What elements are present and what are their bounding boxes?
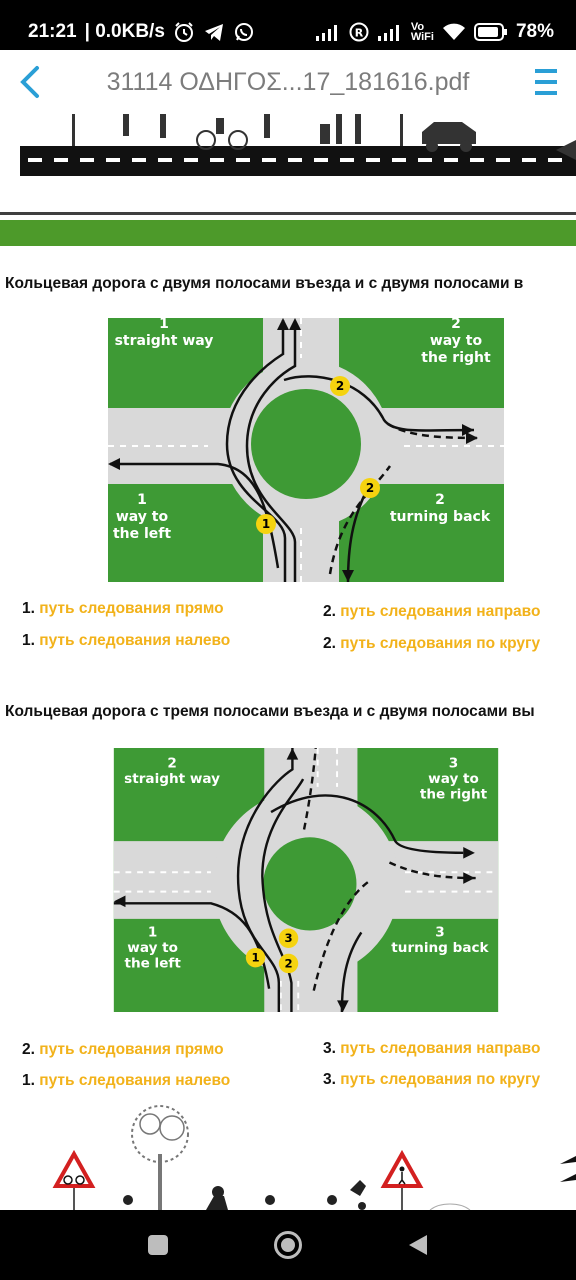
badge: 3 (284, 931, 293, 946)
registered-icon (349, 22, 369, 42)
section-heading: Кольцевая дорога с двумя полосами въезда и с двумя полосами в (5, 275, 524, 292)
roundabout-diagram-three-lanes (108, 748, 504, 1012)
corner-label: 1 (147, 924, 158, 941)
wifi-icon (442, 22, 466, 42)
corner-label: way to (127, 939, 178, 956)
system-navigation-bar (0, 1210, 576, 1280)
alarm-icon (173, 21, 195, 43)
corner-label: 3 (435, 924, 445, 941)
badge: 2 (284, 956, 293, 971)
corner-label: the right (421, 350, 491, 366)
corner-label: way to (429, 333, 483, 349)
legend-item: 3. путь следования по кругу (323, 1071, 541, 1088)
corner-label: 2 (167, 755, 177, 772)
home-button[interactable] (223, 1210, 353, 1280)
telegram-icon (203, 21, 225, 43)
legend-item: 3. путь следования направо (323, 1040, 541, 1057)
corner-label: straight way (124, 770, 220, 787)
svg-text:R: R (354, 26, 364, 40)
corner-label: 1 (137, 492, 147, 508)
corner-label: the left (112, 526, 172, 542)
menu-button[interactable] (516, 50, 576, 114)
corner-label: straight way (114, 333, 214, 349)
road-illustration (20, 114, 576, 180)
legend-item: 1. путь следования налево (22, 632, 231, 649)
battery-icon (474, 23, 508, 41)
legend-item: 2. путь следования прямо (22, 1041, 224, 1058)
corner-label: turning back (389, 509, 491, 525)
corner-label: way to (115, 509, 169, 525)
whatsapp-icon (233, 21, 255, 43)
corner-label: 2 (451, 318, 461, 332)
badge: 2 (365, 481, 375, 495)
street-illustration (0, 1094, 576, 1210)
section-heading: Кольцевая дорога с тремя полосами въезда и с двумя полосами вы (5, 703, 535, 720)
document-title: 31114 ΟΔΗΓΟΣ...17_181616.pdf (106, 67, 470, 96)
signal-icon (315, 23, 341, 41)
back-nav-button[interactable] (353, 1210, 483, 1280)
square-icon (147, 1234, 169, 1256)
network-speed: | 0.0KB/s (84, 21, 165, 42)
back-button[interactable] (0, 50, 60, 114)
vowifi-icon: Vo WiFi (410, 21, 434, 43)
corner-label: way to (428, 770, 479, 787)
section-bar (0, 220, 576, 246)
legend-item: 2. путь следования направо (323, 603, 541, 620)
corner-label: the left (124, 955, 181, 972)
roundabout-diagram-two-lanes (108, 318, 504, 582)
badge: 1 (261, 517, 271, 531)
app-bar (0, 50, 576, 115)
triangle-back-icon (407, 1233, 429, 1257)
corner-label: 1 (159, 318, 169, 332)
corner-label: 2 (435, 492, 445, 508)
legend-item: 2. путь следования по кругу (323, 635, 541, 652)
corner-label: the right (419, 786, 488, 803)
clock: 21:21 (28, 21, 77, 42)
chevron-left-icon (18, 65, 42, 99)
recent-apps-button[interactable] (93, 1210, 223, 1280)
signal-icon-2 (377, 23, 403, 41)
corner-label: turning back (391, 939, 489, 956)
circle-home-icon (273, 1230, 303, 1260)
menu-icon (534, 65, 558, 99)
badge: 1 (251, 950, 260, 965)
badge: 2 (335, 379, 345, 393)
corner-label: 3 (448, 755, 459, 772)
bicycle-warning-sign-icon (56, 1154, 92, 1210)
pedestrian-warning-sign-icon (384, 1154, 420, 1210)
divider (0, 212, 576, 215)
pdf-page[interactable] (0, 114, 576, 1210)
legend-item: 1. путь следования прямо (22, 600, 224, 617)
battery-percentage: 78% (515, 21, 554, 42)
legend-item: 1. путь следования налево (22, 1072, 231, 1089)
